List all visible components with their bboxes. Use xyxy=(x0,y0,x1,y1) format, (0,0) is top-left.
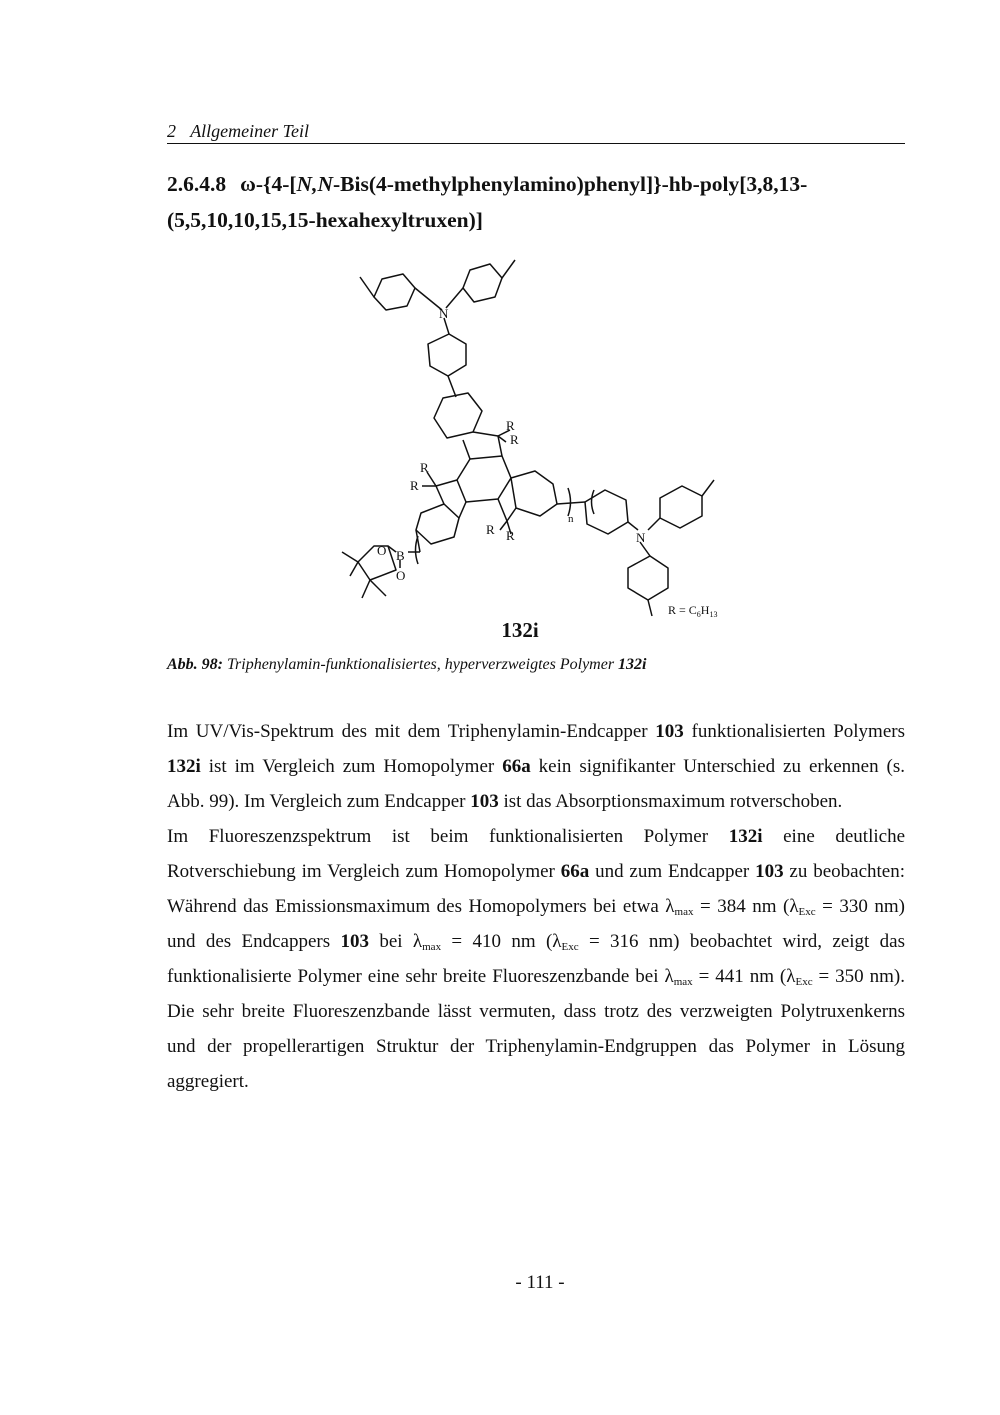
methyl-bond xyxy=(360,277,374,297)
truxene-ring-right xyxy=(511,471,557,516)
atom-n-top: N xyxy=(439,306,449,321)
n-bond xyxy=(446,288,463,308)
label-r: R xyxy=(420,460,429,475)
atom-n-right: N xyxy=(636,530,646,545)
caption-compound: 132i xyxy=(618,656,647,673)
tolyl-ring-top-right xyxy=(463,264,502,302)
caption-label: Abb. 98: xyxy=(167,656,223,673)
five-ring-bond xyxy=(473,432,498,436)
five-ring-bond xyxy=(436,486,444,504)
repeat-index: n xyxy=(568,513,574,525)
chapter-title: Allgemeiner Teil xyxy=(190,121,310,141)
methyl-bond xyxy=(362,580,370,598)
compound-label: 132i xyxy=(501,618,539,642)
link-bond xyxy=(448,376,456,397)
truxene-ring-upper xyxy=(434,393,482,438)
label-r: R xyxy=(486,522,495,537)
methyl-bond xyxy=(342,552,358,562)
chapter-number: 2 xyxy=(167,121,176,141)
caption-text: Triphenylamin-funktionalisiertes, hyperverzweigtes Polymer xyxy=(227,656,615,673)
atom-o-upper: O xyxy=(377,543,387,558)
n-bond xyxy=(628,522,638,530)
label-r: R xyxy=(506,528,515,543)
section-title-part2: -Bis(4-methylphenylamino)phenyl]}-hb-poly[3,8,13-(5,5,10,10,15,15-hexahexyltruxen)] xyxy=(167,172,808,232)
tolyl-ring-right-upper xyxy=(660,486,702,528)
methyl-bond xyxy=(702,480,714,496)
section-title-italic: N,N xyxy=(296,172,333,196)
repeat-bracket xyxy=(568,488,571,516)
r-definition: $R = C_6H_{13}$ xyxy=(668,603,718,619)
n-bond xyxy=(648,518,660,530)
repeat-bracket xyxy=(592,490,595,514)
label-r: R xyxy=(410,478,419,493)
tolyl-ring-top-left xyxy=(374,274,415,310)
five-ring-bond xyxy=(498,499,507,521)
section-heading xyxy=(167,166,905,238)
tolyl-ring-right-lower xyxy=(628,556,668,600)
five-ring-bond xyxy=(463,440,470,459)
figure-caption xyxy=(167,655,905,675)
truxene-central-ring xyxy=(457,456,511,502)
methyl-bond xyxy=(648,600,652,616)
paragraph-uv-vis: Im UV/Vis-Spektrum des mit dem Triphenylamin-Endcapper 103 funktionalisierten Polymers 132i ist im Vergleich zum Homopolymer 66a kein signifikanter Unterschied zu erkennen (s. Abb. 99). Im Vergleich zum Endcapper 103 ist das Absorptionsmaximum rotverschoben. xyxy=(167,721,906,812)
truxene-ring-left xyxy=(416,504,459,544)
methyl-bond xyxy=(370,580,386,596)
atom-o-lower: O xyxy=(396,568,406,583)
atom-b: B xyxy=(396,548,405,563)
five-ring-bond xyxy=(459,502,466,518)
label-r: R xyxy=(510,432,519,447)
chemical-structure xyxy=(330,250,750,645)
n-bond xyxy=(415,288,442,310)
methyl-bond xyxy=(350,562,358,576)
label-r: R xyxy=(506,418,515,433)
section-title-part1: ω-{4-[ xyxy=(240,172,297,196)
methyl-bond xyxy=(502,260,515,278)
phenyl-ring-top xyxy=(428,334,466,376)
running-header xyxy=(167,120,905,144)
paragraph-fluorescence: Im Fluoreszenzspektrum ist beim funktionalisierten Polymer 132i eine deutliche Rotverschiebung im Vergleich zum Homopolymer 66a und zum Endcapper 103 zu beobachten: Während das Emissionsmaximum des Homopolymers bei etwa $\lambda_{max} = 384$ nm ($\lambda_{Exc} = 330$ nm) und des Endcappers 103 bei $\lambda_{max} = 410$ nm ($\lambda_{Exc} = 316$ nm) beobachtet wird, zeigt das funktionalisierte Polymer eine sehr breite Fluoreszenzbande bei $\lambda_{max} = 441$ nm ($\lambda_{Exc} = 350$ nm). Die sehr breite Fluoreszenzbande lässt vermuten, dass trotz des verzweigten Polytruxenkerns und der propellerartigen Struktur der Triphenylamin-Endgruppen das Polymer in Lösung aggregiert. xyxy=(167,826,906,1092)
chemical-structure-figure xyxy=(330,250,750,645)
five-ring-bond xyxy=(507,508,516,521)
page-number: - 111 - xyxy=(515,1272,565,1293)
five-ring-bond xyxy=(436,480,457,486)
body-text xyxy=(167,714,905,1099)
section-number: 2.6.4.8 xyxy=(167,172,227,196)
